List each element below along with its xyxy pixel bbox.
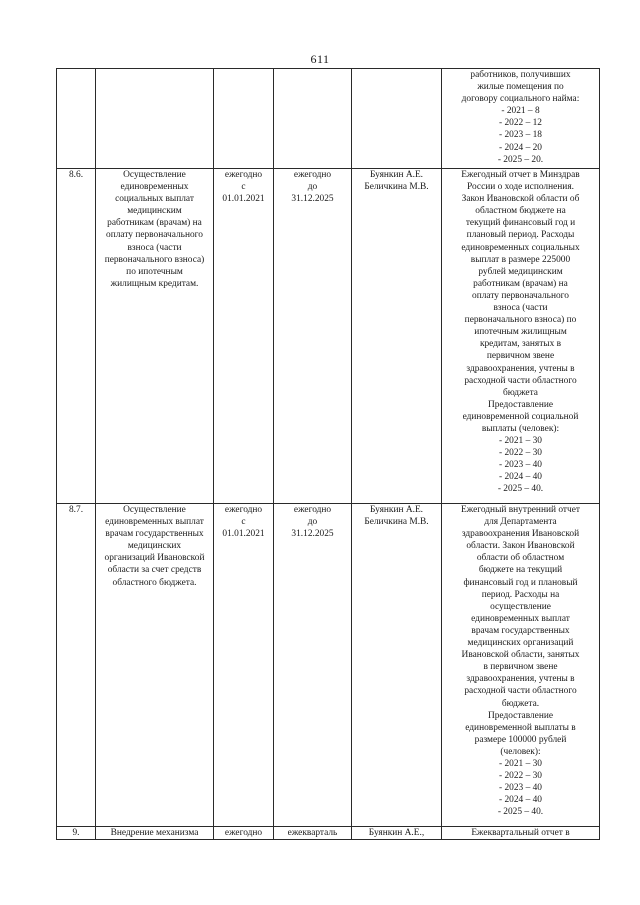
text-line: бюджета. — [501, 698, 540, 709]
text-line: ипотечным жилищным — [474, 327, 567, 338]
cell-responsible — [352, 504, 442, 827]
text-line: Ежегодный отчет в Минздрав — [461, 170, 580, 180]
text-line: Закон Ивановской области об — [461, 194, 580, 205]
text-line: области за счет средств — [107, 565, 202, 576]
text-line: единовременных социальных — [461, 242, 580, 253]
text-line: - 2021 – 8 — [501, 106, 540, 117]
text-line: период. Расходы на — [481, 589, 560, 600]
text-line: областном бюджете на — [475, 206, 566, 217]
text-line: медицинских организаций — [467, 638, 574, 649]
text-line: бюджете на текущий — [478, 565, 563, 576]
text-line: рублей медицинским — [478, 266, 563, 277]
text-line: Осуществление — [123, 170, 186, 180]
text-line: врачам государственных — [105, 529, 204, 540]
text-line: жилищным кредитам. — [110, 278, 199, 289]
cell-result — [442, 169, 600, 504]
text-line: ежегодно — [224, 170, 263, 180]
result-lines — [444, 69, 597, 166]
text-line: ежекварталь — [287, 828, 338, 838]
text-line: размере 100000 рублей — [474, 734, 567, 745]
table-row-continuation — [57, 69, 600, 169]
text-line: выплат в размере 225000 — [470, 254, 571, 265]
cell-responsible — [352, 169, 442, 504]
result-lines — [444, 169, 597, 496]
text-line: - 2023 – 18 — [499, 130, 542, 141]
text-line: финансовый год и плановый — [463, 577, 578, 588]
text-line: - 2025 – 40. — [497, 484, 544, 495]
cell-responsible — [352, 827, 442, 840]
end-lines — [276, 827, 349, 839]
responsible-lines — [354, 504, 439, 528]
cell-result — [442, 504, 600, 827]
text-line: работникам (врачам) на — [473, 278, 568, 289]
name-lines — [98, 504, 211, 589]
text-line: Беличкина М.В. — [364, 517, 429, 528]
cell-start — [214, 169, 274, 504]
cell-start — [214, 827, 274, 840]
text-line: медицинских — [127, 541, 182, 552]
text-line: организаций Ивановской — [104, 553, 205, 564]
table-row — [57, 169, 600, 504]
table-row — [57, 827, 600, 840]
cell-start — [214, 69, 274, 169]
name-lines — [98, 169, 211, 290]
cell-start — [214, 504, 274, 827]
name-lines — [98, 827, 211, 839]
text-line: жилые помещения по — [477, 82, 564, 93]
text-line: Буянкин А.Е. — [369, 505, 424, 515]
cell-end — [274, 69, 352, 169]
text-line: 01.01.2021 — [222, 194, 265, 205]
text-line: текущий финансовый год и — [465, 218, 576, 229]
text-line: - 2024 – 40 — [499, 795, 542, 806]
text-line: с — [241, 517, 246, 528]
cell-num — [57, 69, 96, 169]
cell-num: 8.6. — [57, 169, 96, 504]
text-line: до — [307, 182, 318, 193]
text-line: здравоохранения, учтены в — [466, 674, 575, 685]
text-line: работникам (врачам) на — [107, 218, 202, 229]
text-line: - 2021 – 30 — [499, 758, 542, 769]
text-line: - 2023 – 40 — [499, 783, 542, 794]
responsible-lines — [354, 169, 439, 193]
text-line: 31.12.2025 — [291, 194, 334, 205]
result-lines — [444, 504, 597, 818]
text-line: областного бюджета. — [112, 577, 197, 588]
text-line: области об областном — [476, 553, 565, 564]
start-lines — [216, 504, 271, 540]
text-line: Ежеквартальный отчет в — [471, 828, 570, 838]
text-line: взноса (части — [493, 303, 548, 314]
text-line: социальных выплат — [115, 194, 194, 205]
text-line: расходной части областного — [464, 375, 577, 386]
text-line: осуществление — [490, 601, 551, 612]
end-lines — [276, 504, 349, 540]
text-line: врачам государственных — [471, 625, 570, 636]
text-line: единовременных выплат — [105, 517, 204, 528]
text-line: Буянкин А.Е., — [368, 828, 425, 838]
text-line: единовременных выплат — [471, 613, 570, 624]
text-line: ежегодно — [293, 505, 332, 515]
text-line: первоначального взноса) — [104, 254, 205, 265]
text-line: первоначального взноса) по — [464, 315, 577, 326]
text-line: ежегодно — [224, 828, 263, 838]
text-line: - 2024 – 40 — [499, 472, 542, 483]
cell-name — [96, 69, 214, 169]
text-line: оплату первоначального — [106, 230, 203, 241]
text-line: первичном звене — [486, 351, 555, 362]
cell-end — [274, 169, 352, 504]
text-line: единовременной социальной — [462, 411, 579, 422]
text-line: здравоохранения Ивановской — [461, 529, 580, 540]
text-line: единовременной выплаты в — [465, 722, 576, 733]
cell-end — [274, 827, 352, 840]
result-lines — [444, 827, 597, 839]
text-line: - 2021 – 30 — [499, 436, 542, 447]
text-line: Беличкина М.В. — [364, 182, 429, 193]
text-line: договору социального найма: — [461, 94, 580, 105]
start-lines — [216, 169, 271, 205]
text-line: (человек): — [500, 746, 541, 757]
text-line: Ежегодный внутренний отчет — [461, 505, 580, 515]
text-line: единовременных — [120, 182, 189, 193]
text-line: оплату первоначального — [472, 290, 569, 301]
text-line: Осуществление — [123, 505, 186, 515]
text-line: области. Закон Ивановской — [466, 541, 575, 552]
text-line: бюджета — [503, 387, 538, 398]
text-line: Буянкин А.Е. — [369, 170, 424, 180]
text-line: плановый период. Расходы — [466, 230, 575, 241]
text-line: - 2023 – 40 — [499, 460, 542, 471]
cell-name — [96, 827, 214, 840]
table-row — [57, 504, 600, 827]
text-line: - 2025 – 40. — [497, 807, 544, 818]
text-line: 01.01.2021 — [222, 529, 265, 540]
text-line: - 2022 – 30 — [499, 448, 542, 459]
responsible-lines — [354, 827, 439, 839]
page-number: 611 — [310, 52, 330, 66]
text-line: Предоставление — [487, 710, 554, 721]
cell-result — [442, 69, 600, 169]
text-line: здравоохранения, учтены в — [466, 363, 575, 374]
text-line: кредитам, занятых в — [479, 339, 562, 350]
text-line: для Департамента — [484, 517, 557, 528]
text-line: ежегодно — [293, 170, 332, 180]
text-line: до — [307, 517, 318, 528]
text-line: работников, получивших — [470, 70, 571, 80]
cell-result — [442, 827, 600, 840]
text-line: 31.12.2025 — [291, 529, 334, 540]
text-line: Внедрение механизма — [110, 828, 199, 838]
cell-num: 9. — [57, 827, 96, 840]
cell-responsible — [352, 69, 442, 169]
cell-name — [96, 504, 214, 827]
text-line: - 2024 – 20 — [499, 142, 542, 153]
text-line: России о ходе исполнения. — [467, 182, 574, 193]
text-line: взноса (части — [127, 242, 182, 253]
cell-end — [274, 504, 352, 827]
text-line: в первичном звене — [483, 662, 558, 673]
text-line: Предоставление — [487, 399, 554, 410]
text-line: - 2022 – 30 — [499, 771, 542, 782]
text-line: с — [241, 182, 246, 193]
text-line: - 2022 – 12 — [499, 118, 542, 129]
text-line: Ивановской области, занятых — [461, 650, 580, 661]
text-line: выплаты (человек): — [481, 423, 560, 434]
text-line: - 2025 – 20. — [497, 154, 544, 165]
text-line: по ипотечным — [126, 266, 183, 277]
start-lines — [216, 827, 271, 839]
cell-num: 8.7. — [57, 504, 96, 827]
text-line: ежегодно — [224, 505, 263, 515]
text-line: медицинским — [127, 206, 182, 217]
measures-table — [56, 68, 600, 840]
end-lines — [276, 169, 349, 205]
cell-name — [96, 169, 214, 504]
text-line: расходной части областного — [464, 686, 577, 697]
